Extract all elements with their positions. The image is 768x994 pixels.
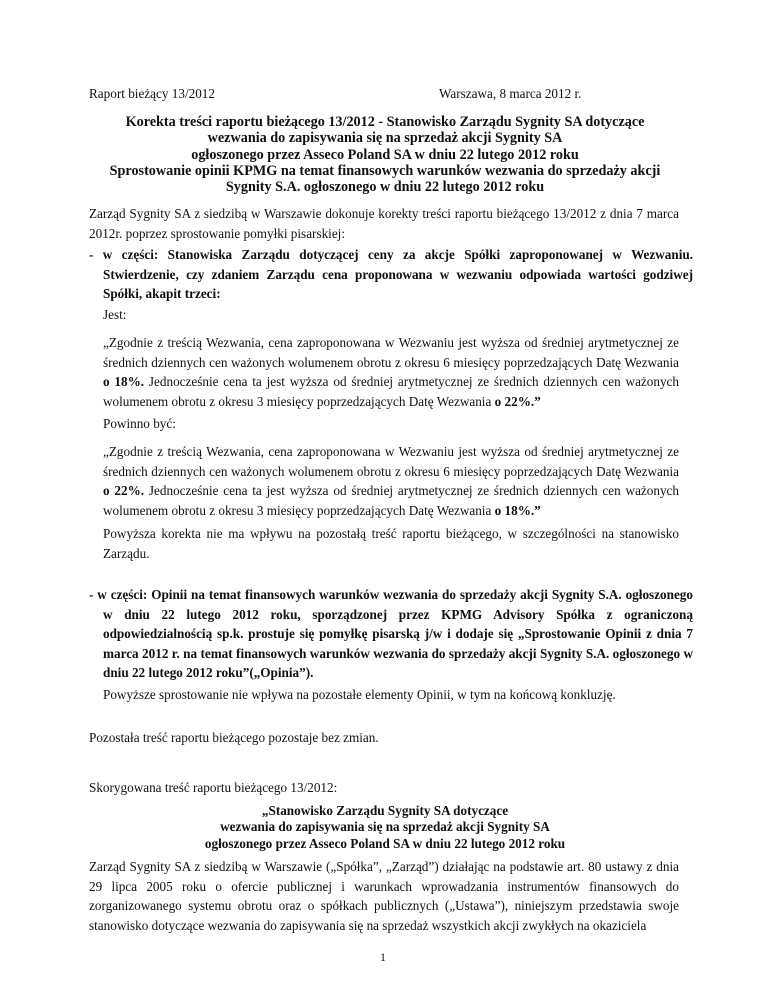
section1-note: Powyższa korekta nie ma wpływu na pozostałą treść raportu bieżącego, w szczególności na stanowisko Zarządu.	[103, 526, 679, 561]
corrected-title	[80, 803, 690, 852]
section2-heading: - w części: Opinii na temat finansowych warunków wezwania do sprzedaży akcji Sygnity S.A. ogłoszonego w dniu 22 lutego 2012 roku, sporządzonej przez KPMG Advisory Spółka z ograniczoną odpowiedzialnością sp.k. prostuje się pomyłkę pisarską j/w i dodaje się „Sprostowanie Opinii z dnia 7 marca 2012 r. na temat finansowych warunków wezwania do sprzedaży akcji Sygnity S.A. ogłoszonego w dniu 22 lutego 2012 roku”(„Opinia”).	[89, 587, 693, 681]
quote-text: Jednocześnie cena ta jest wyższa od średniej arytmetycznej ze średnich dziennych cen ważonych wolumenem obrotu z okresu 3 miesięcy poprzedzających Datę Wezwania	[103, 483, 680, 518]
remaining-note: Pozostała treść raportu bieżącego pozostaje bez zmian.	[89, 730, 379, 745]
title-line: ogłoszonego przez Asseco Poland SA w dniu 22 lutego 2012 roku	[191, 146, 579, 163]
report-number: Raport bieżący 13/2012	[89, 86, 215, 101]
quote-value: o 22%.”	[494, 393, 541, 409]
place-date: Warszawa, 8 marca 2012 r.	[439, 86, 582, 101]
corrected-label: Skorygowana treść raportu bieżącego 13/2012:	[89, 780, 338, 795]
page-number: 1	[380, 950, 386, 964]
powinno-label: Powinno być:	[103, 416, 176, 431]
powinno-quote	[103, 442, 679, 520]
quote-text: „Zgodnie z treścią Wezwania, cena zaproponowana w Wezwaniu jest wyższa od średniej arytmetycznej ze średnich dziennych cen ważonych wolumenem obrotu z okresu 6 miesięcy poprzedzających Datę Wezwania	[103, 335, 679, 370]
quote-value: o 22%.	[103, 483, 145, 499]
quote-text: Jednocześnie cena ta jest wyższa od średniej arytmetycznej ze średnich dziennych cen ważonych wolumenem obrotu z okresu 3 miesięcy poprzedzających Datę Wezwania	[103, 374, 680, 409]
quote-text: „Zgodnie z treścią Wezwania, cena zaproponowana w Wezwaniu jest wyższa od średniej arytmetycznej ze średnich dziennych cen ważonych wolumenem obrotu z okresu 6 miesięcy poprzedzających Datę Wezwania	[103, 444, 679, 479]
quote-value: o 18%.	[103, 374, 145, 390]
document-title	[80, 114, 690, 195]
corrected-title-line: „Stanowisko Zarządu Sygnity SA dotyczące	[261, 803, 509, 818]
title-line: Korekta treści raportu bieżącego 13/2012 - Stanowisko Zarządu Sygnity SA dotyczące	[125, 114, 645, 130]
corrected-title-line: wezwania do zapisywania się na sprzedaż akcji Sygnity SA	[220, 819, 550, 835]
corrected-title-line: ogłoszonego przez Asseco Poland SA w dniu 22 lutego 2012 roku	[204, 835, 566, 851]
quote-value: o 18%.”	[494, 502, 541, 518]
jest-quote	[103, 333, 679, 411]
title-line: Sprostowanie opinii KPMG na temat finansowych warunków wezwania do sprzedaży akcji	[109, 162, 661, 179]
section1-heading: - w części: Stanowiska Zarządu dotyczącej ceny za akcje Spółki zaproponowanej w Wezwaniu. Stwierdzenie, czy zdaniem Zarządu cena proponowana w wezwaniu odpowiada wartości godziwej Spółki, akapit trzeci:	[89, 247, 693, 302]
jest-label: Jest:	[103, 307, 127, 322]
title-line: Sygnity S.A. ogłoszonego w dniu 22 lutego 2012 roku	[225, 179, 545, 196]
section2-note: Powyższe sprostowanie nie wpływa na pozostałe elementy Opinii, w tym na końcową konkluzję.	[103, 687, 616, 702]
final-paragraph: Zarząd Sygnity SA z siedzibą w Warszawie („Spółka”, „Zarząd”) działając na podstawie art. 80 ustawy z dnia 29 lipca 2005 roku o ofercie publicznej i warunkach wprowadzania instrumentów finansowych do zorganizowanego systemu obrotu oraz o spółkach publicznych („Ustawa”), niniejszym przedstawia swoje stanowisko dotyczące wezwania do zapisywania się na sprzedaż wszystkich akcji zwykłych na okaziciela	[89, 859, 679, 933]
title-line: wezwania do zapisywania się na sprzedaż akcji Sygnity SA	[207, 130, 563, 147]
intro-paragraph: Zarząd Sygnity SA z siedzibą w Warszawie dokonuje korekty treści raportu bieżącego 13/2012 z dnia 7 marca 2012r. poprzez sprostowanie pomyłki pisarskiej:	[89, 206, 679, 241]
